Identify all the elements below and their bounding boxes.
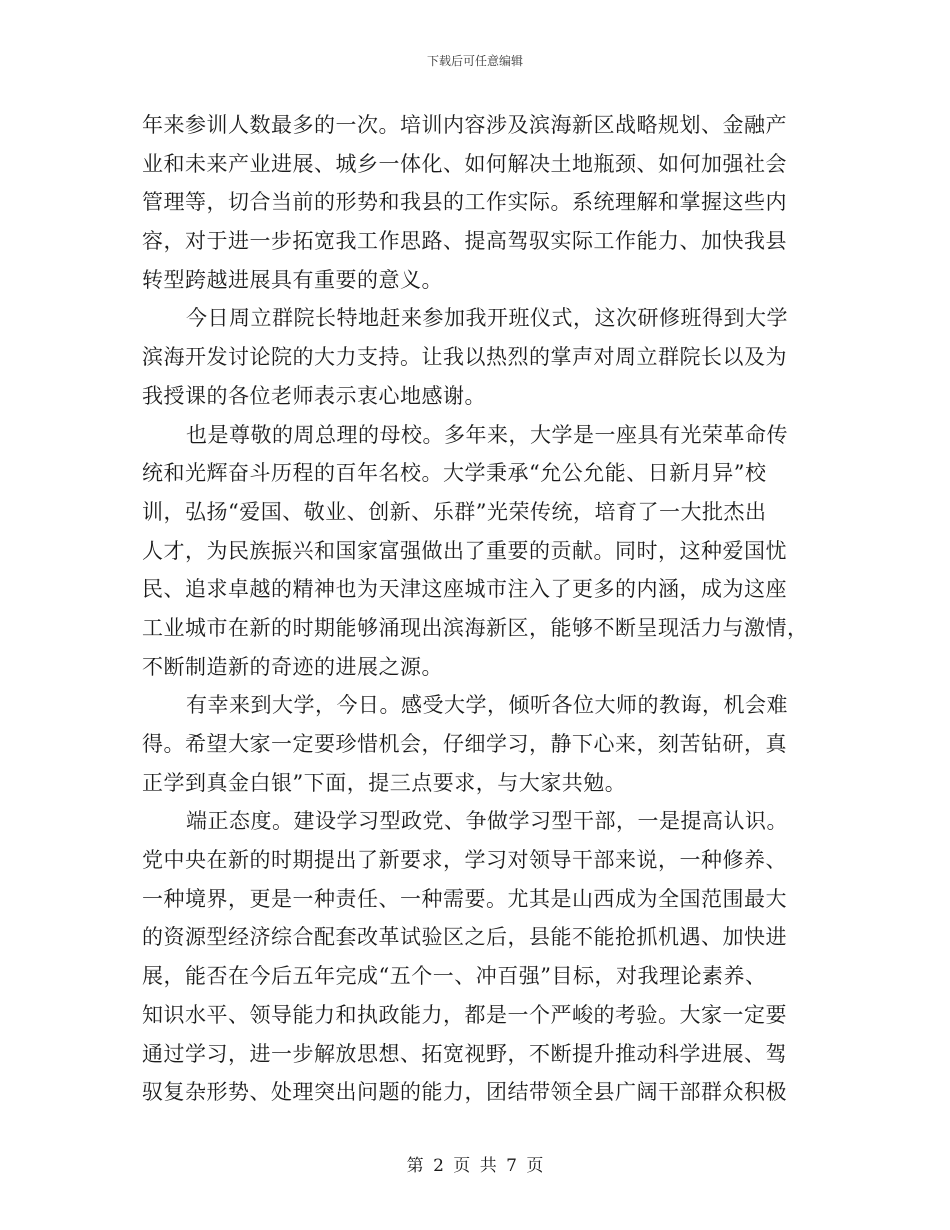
body-line: 容，对于进一步拓宽我工作思路、提高驾驭实际工作能力、加快我县 (142, 229, 787, 254)
paragraph-start-line: 有幸来到大学，今日。感受大学，倾听各位大师的教诲，机会难 (186, 693, 788, 718)
body-line: 一种境界，更是一种责任、一种需要。尤其是山西成为全国范围最大 (142, 886, 787, 911)
body-line: 年来参训人数最多的一次。培训内容涉及滨海新区战略规划、金融产 (142, 113, 787, 137)
body-line: 展，能否在今后五年完成“五个一、冲百强”目标，对我理论素养、 (142, 964, 767, 989)
body-line: 工业城市在新的时期能够涌现出滨海新区，能够不断呈现活力与激情， (142, 615, 809, 640)
body-line: 训，弘扬“爱国、敬业、创新、乐群”光荣传统，培育了一大批杰出 (142, 499, 767, 524)
body-line: 驭复杂形势、处理突出问题的能力，团结带领全县广阔干部群众积极 (142, 1080, 787, 1105)
body-line: 人才，为民族振兴和国家富强做出了重要的贡献。同时，这种爱国忧 (142, 538, 787, 563)
body-line: 不断制造新的奇迹的进展之源。 (142, 654, 443, 679)
body-line: 民、追求卓越的精神也为天津这座城市注入了更多的内涵，成为这座 (142, 577, 787, 602)
body-line: 正学到真金白银”下面，提三点要求，与大家共勉。 (142, 770, 627, 795)
body-line: 统和光辉奋斗历程的百年名校。大学秉承“允公允能、日新月异”校 (142, 461, 767, 486)
body-line: 得。希望大家一定要珍惜机会，仔细学习，静下心来，刻苦钻研，真 (142, 732, 787, 756)
body-line: 我授课的各位老师表示衷心地感谢。 (142, 383, 486, 408)
paragraph-start-line: 也是尊敬的周总理的母校。多年来，大学是一座具有光荣革命传 (186, 422, 788, 447)
document-body (142, 106, 809, 1112)
header-note: 下载后可任意编辑 (426, 54, 523, 68)
paragraph-start-line: 今日周立群院长特地赶来参加我开班仪式，这次研修班得到大学 (186, 306, 788, 331)
body-line: 业和未来产业进展、城乡一体化、如何解决土地瓶颈、如何加强社会 (142, 151, 787, 176)
body-line: 党中央在新的时期提出了新要求，学习对领导干部来说，一种修养、 (142, 848, 787, 873)
body-line: 转型跨越进展具有重要的意义。 (142, 267, 443, 292)
page-number: 第 2 页 共 7 页 (406, 1156, 544, 1176)
body-line: 通过学习，进一步解放思想、拓宽视野，不断提升推动科学进展、驾 (142, 1041, 787, 1066)
body-line: 的资源型经济综合配套改革试验区之后，县能不能抢抓机遇、加快进 (142, 925, 787, 950)
body-line: 知识水平、领导能力和执政能力，都是一个严峻的考验。大家一定要 (142, 1002, 787, 1027)
body-line: 管理等，切合当前的形势和我县的工作实际。系统理解和掌握这些内 (142, 190, 787, 215)
paragraph-start-line: 端正态度。建设学习型政党、争做学习型干部，一是提高认识。 (186, 809, 788, 834)
body-line: 滨海开发讨论院的大力支持。让我以热烈的掌声对周立群院长以及为 (142, 345, 787, 370)
